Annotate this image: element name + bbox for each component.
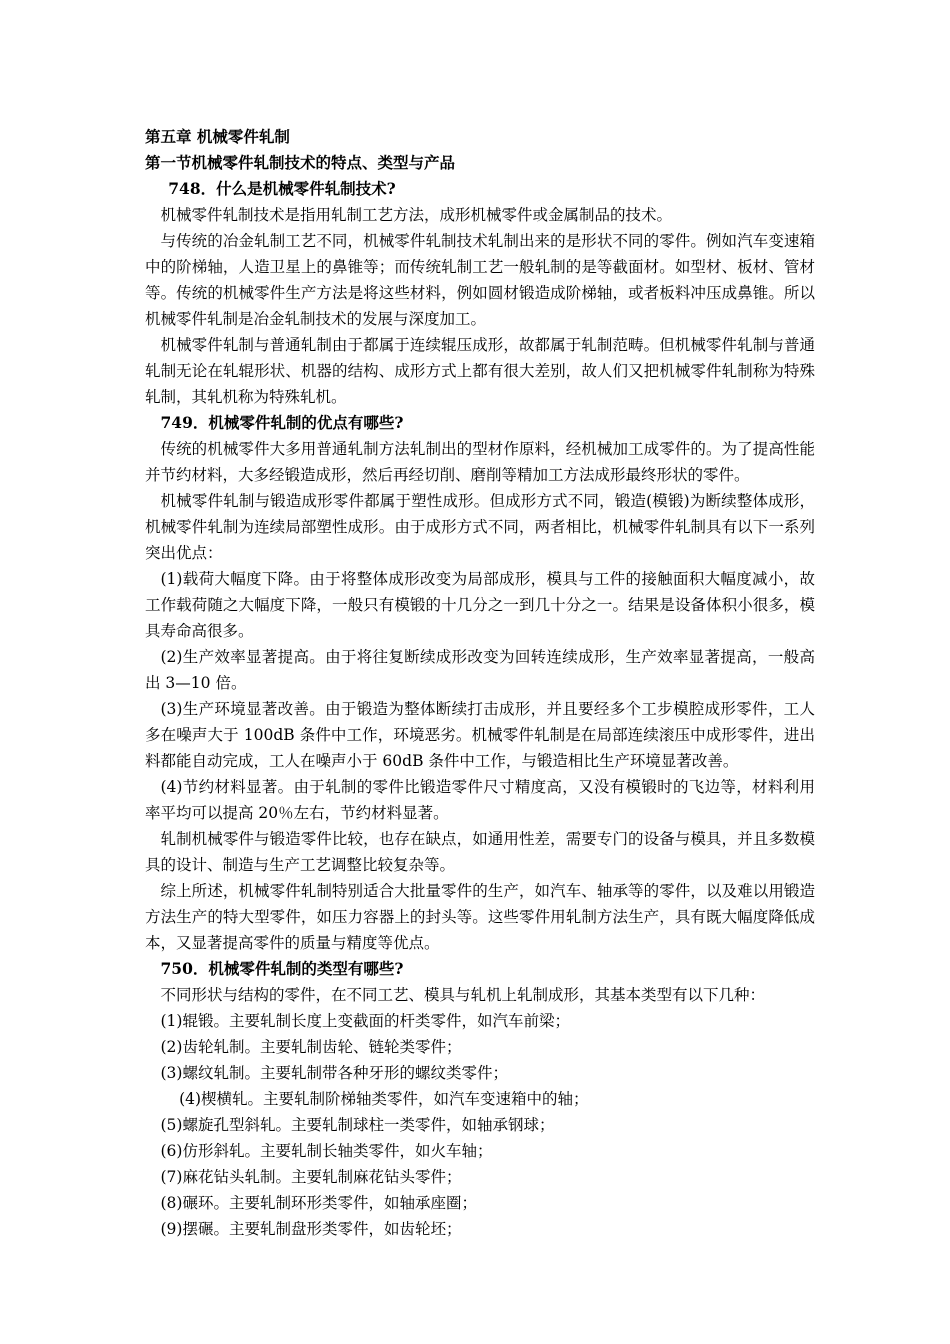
paragraph: 机械零件轧制与普通轧制由于都属于连续辊压成形，故都属于轧制范畴。但机械零件轧制与普通轧制无论在轧辊形状、机器的结构、成形方式上都有很大差别，故人们又把机械零件轧制称为特殊轧制，其轧机称为特殊轧机。 <box>145 336 815 406</box>
list-item: (7)麻花钻头轧制。主要轧制麻花钻头零件； <box>160 1168 462 1186</box>
paragraph: 机械零件轧制技术是指用轧制工艺方法，成形机械零件或金属制品的技术。 <box>160 206 673 224</box>
list-paragraph: (3)生产环境显著改善。由于锻造为整体断续打击成形，并且要经多个工步模腔成形零件，工人多在噪声大于 100dB 条件中工作，环境恶劣。机械零件轧制是在局部连续滚压中成形零件，进出料都能自动完成，工人在噪声小于 60dB 条件中工作，与锻造相比生产环境显著改善。 <box>145 700 815 770</box>
list-item: (3)螺纹轧制。主要轧制带各种牙形的螺纹类零件； <box>160 1064 508 1082</box>
paragraph: 与传统的冶金轧制工艺不同，机械零件轧制技术轧制出来的是形状不同的零件。例如汽车变速箱中的阶梯轴，人造卫星上的鼻锥等；而传统轧制工艺一般轧制的是等截面材。如型材、板材、管材等。传统的机械零件生产方法是将这些材料，例如圆材锻造成阶梯轴，或者板料冲压成鼻锥。所以机械零件轧制是冶金轧制技术的发展与深度加工。 <box>145 232 815 328</box>
list-paragraph: (2)生产效率显著提高。由于将往复断续成形改变为回转连续成形，生产效率显著提高，一般高出 3—10 倍。 <box>145 648 815 692</box>
document-body <box>145 124 815 1242</box>
chapter-title: 第五章 机械零件轧制 <box>145 127 290 146</box>
list-paragraph: (1)载荷大幅度下降。由于将整体成形改变为局部成形，模具与工件的接触面积大幅度减小，故工作载荷随之大幅度下降，一般只有模锻的十几分之一到几十分之一。结果是设备体积小很多，模具寿命高很多。 <box>145 570 815 640</box>
section-title: 第一节机械零件轧制技术的特点、类型与产品 <box>145 153 456 172</box>
list-item: (2)齿轮轧制。主要轧制齿轮、链轮类零件； <box>160 1038 462 1056</box>
paragraph: 传统的机械零件大多用普通轧制方法轧制出的型材作原料，经机械加工成零件的。为了提高性能并节约材料，大多经锻造成形，然后再经切削、磨削等精加工方法成形最终形状的零件。 <box>145 440 815 484</box>
list-item: (8)碾环。主要轧制环形类零件，如轴承座圈； <box>160 1194 477 1212</box>
list-item: (5)螺旋孔型斜轧。主要轧制球柱一类零件，如轴承钢球； <box>160 1116 555 1134</box>
question-heading: 748．什么是机械零件轧制技术? <box>168 179 396 198</box>
paragraph: 机械零件轧制与锻造成形零件都属于塑性成形。但成形方式不同，锻造(模锻)为断续整体成形，机械零件轧制为连续局部塑性成形。由于成形方式不同，两者相比，机械零件轧制具有以下一系列突出优点： <box>145 492 815 562</box>
paragraph: 轧制机械零件与锻造零件比较，也存在缺点，如通用性差，需要专门的设备与模具，并且多数模具的设计、制造与生产工艺调整比较复杂等。 <box>145 830 815 874</box>
question-heading: 749．机械零件轧制的优点有哪些? <box>160 413 404 432</box>
paragraph: 不同形状与结构的零件，在不同工艺、模具与轧机上轧制成形，其基本类型有以下几种： <box>160 986 766 1004</box>
list-item: (6)仿形斜轧。主要轧制长轴类零件，如火车轴； <box>160 1142 493 1160</box>
list-paragraph: (4)节约材料显著。由于轧制的零件比锻造零件尺寸精度高，又没有模锻时的飞边等，材料利用率平均可以提高 20％左右，节约材料显著。 <box>145 778 815 822</box>
question-heading: 750．机械零件轧制的类型有哪些? <box>160 959 404 978</box>
list-item: (9)摆碾。主要轧制盘形类零件，如齿轮坯； <box>160 1220 462 1238</box>
paragraph: 综上所述，机械零件轧制特别适合大批量零件的生产，如汽车、轴承等的零件，以及难以用锻造方法生产的特大型零件，如压力容器上的封头等。这些零件用轧制方法生产，具有既大幅度降低成本，又显著提高零件的质量与精度等优点。 <box>145 882 815 952</box>
list-item: (4)楔横轧。主要轧制阶梯轴类零件，如汽车变速箱中的轴； <box>179 1090 589 1108</box>
list-item: (1)辊锻。主要轧制长度上变截面的杆类零件，如汽车前梁； <box>160 1012 570 1030</box>
